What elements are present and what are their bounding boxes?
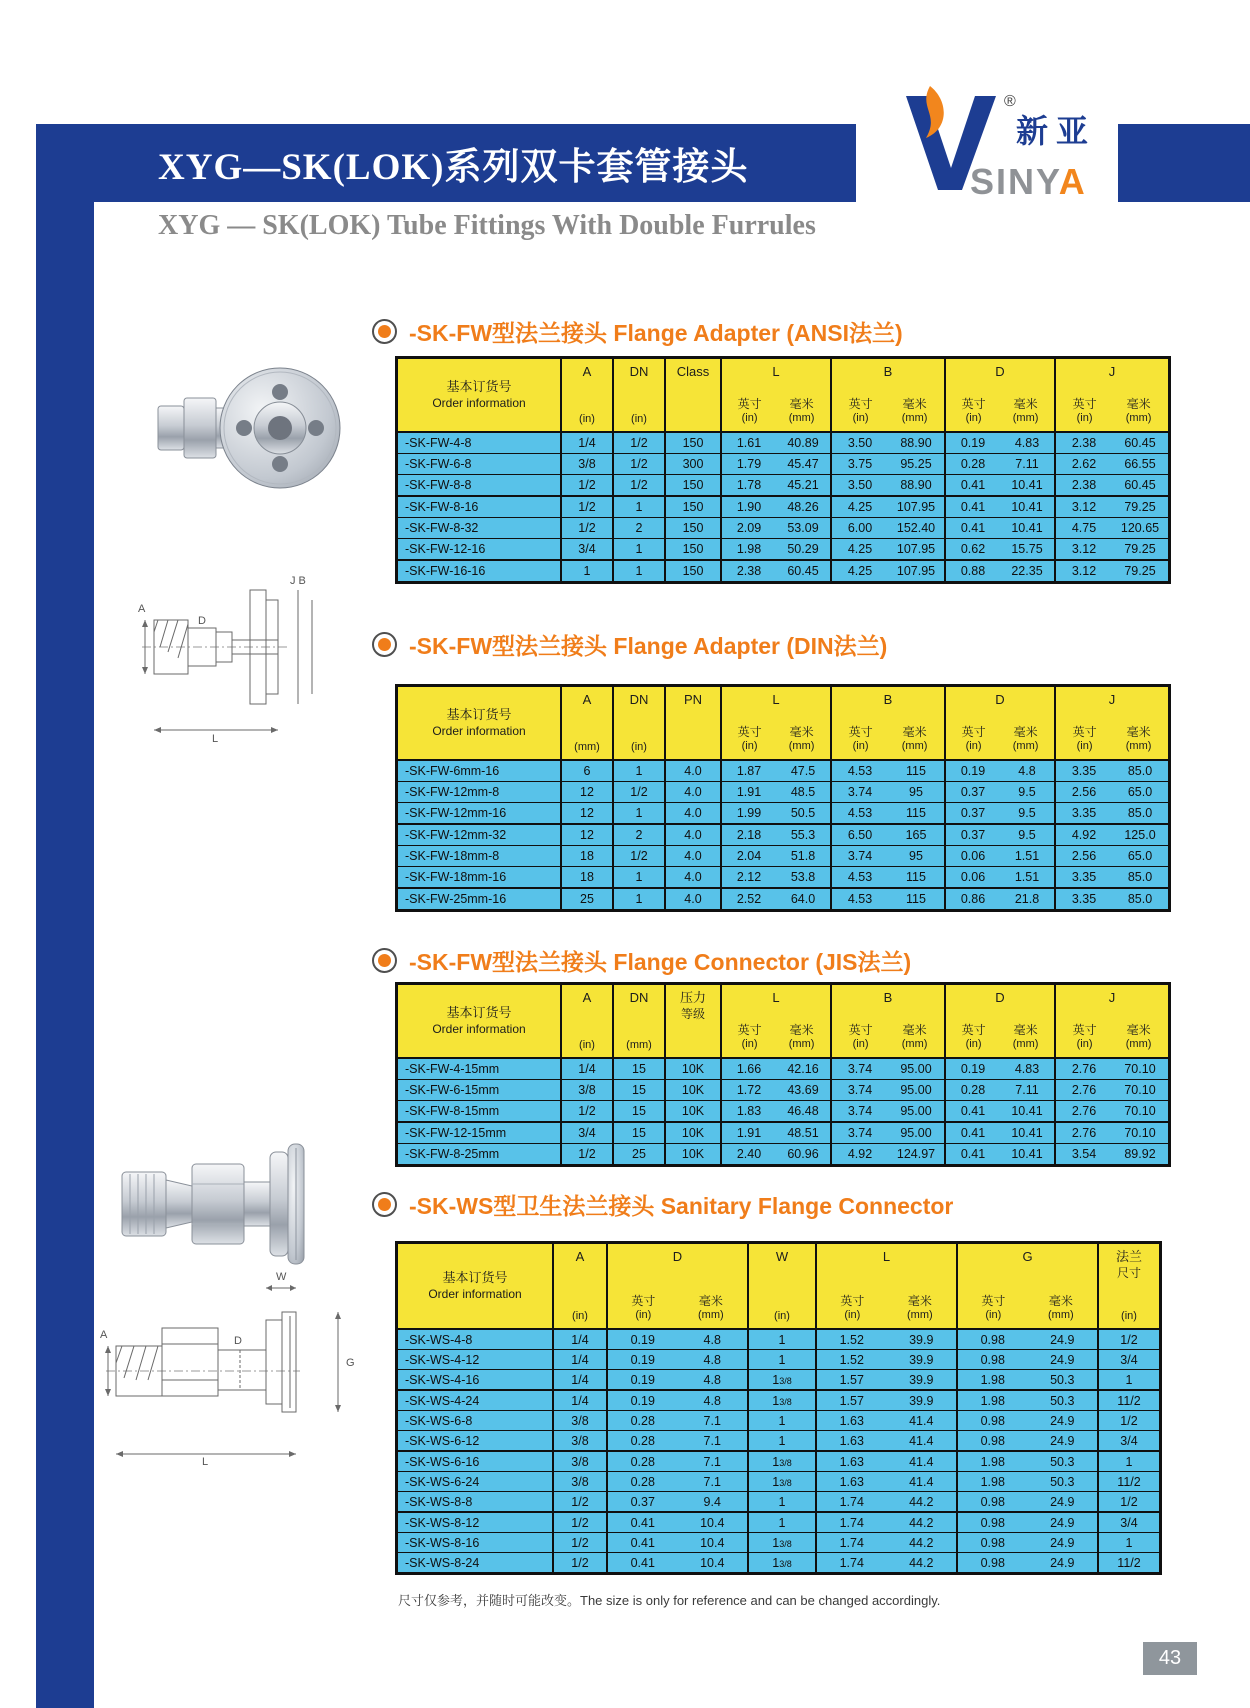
order-number: -SK-FW-6mm-16 <box>397 760 562 782</box>
section-title-text: -SK-FW型法兰接头 Flange Connector (JIS法兰) <box>409 949 912 975</box>
table-row: -SK-FW-18mm-16 18 1 4.0 2.12 53.8 4.53 115 0.06 1.51 3.35 85.0 <box>397 867 1170 889</box>
table-row: -SK-FW-8-8 1/2 1/2 150 1.78 45.21 3.50 88.90 0.41 10.41 2.38 60.45 <box>397 475 1170 497</box>
table-row: -SK-WS-6-12 3/8 0.28 7.1 1 1.63 41.4 0.98 24.9 3/4 <box>397 1431 1161 1452</box>
dim-label-l: L <box>202 1456 209 1466</box>
column-header: J 英寸 (in) 毫米 (mm) <box>1055 984 1170 1059</box>
order-number: -SK-FW-4-15mm <box>397 1058 562 1080</box>
column-header: PN <box>665 686 721 761</box>
order-number: -SK-FW-8-8 <box>397 475 562 497</box>
column-header: D 英寸 (in) 毫米 (mm) <box>945 984 1055 1059</box>
page-title: XYG—SK(LOK)系列双卡套管接头 <box>158 147 749 188</box>
table-row: -SK-FW-12mm-32 12 2 4.0 2.18 55.3 6.50 165 0.37 9.5 4.92 125.0 <box>397 824 1170 846</box>
order-number: -SK-WS-4-12 <box>397 1350 554 1370</box>
order-number: -SK-WS-6-16 <box>397 1451 554 1472</box>
column-header: A (in) <box>561 984 613 1059</box>
order-number: -SK-WS-4-8 <box>397 1329 554 1350</box>
dim-label-d: D <box>234 1335 242 1347</box>
table-row: -SK-FW-6-15mm 3/8 15 10K 1.72 43.69 3.74 95.00 0.28 7.11 2.76 70.10 <box>397 1080 1170 1101</box>
section-title-jis <box>372 944 911 977</box>
table-row: -SK-FW-8-16 1/2 1 150 1.90 48.26 4.25 107.95 0.41 10.41 3.12 79.25 <box>397 496 1170 518</box>
table-row: -SK-WS-8-24 1/2 0.41 10.4 13/8 1.74 44.2 0.98 24.9 11/2 <box>397 1553 1161 1574</box>
column-header: G 英寸 (in) 毫米 (mm) <box>957 1243 1098 1330</box>
order-number: -SK-FW-25mm-16 <box>397 888 562 911</box>
table-row: -SK-FW-16-16 1 1 150 2.38 60.45 4.25 107.95 0.88 22.35 3.12 79.25 <box>397 560 1170 583</box>
column-header: J 英寸 (in) 毫米 (mm) <box>1055 686 1170 761</box>
registered-mark: ® <box>1004 93 1016 110</box>
column-header: 压力 等级 <box>665 984 721 1059</box>
column-header: L 英寸 (in) 毫米 (mm) <box>816 1243 957 1330</box>
table-row: -SK-FW-12-15mm 3/4 15 10K 1.91 48.51 3.74 95.00 0.41 10.41 2.76 70.10 <box>397 1122 1170 1144</box>
table-row: -SK-WS-6-24 3/8 0.28 7.1 13/8 1.63 41.4 1.98 50.3 11/2 <box>397 1472 1161 1492</box>
order-number: -SK-WS-8-16 <box>397 1533 554 1553</box>
table-row: -SK-FW-4-15mm 1/4 15 10K 1.66 42.16 3.74 95.00 0.19 4.83 2.76 70.10 <box>397 1058 1170 1080</box>
order-number: -SK-WS-8-12 <box>397 1512 554 1533</box>
order-number: -SK-FW-12-15mm <box>397 1122 562 1144</box>
technical-drawing-flange-adapter <box>138 552 360 749</box>
column-header: W (in) <box>748 1243 816 1330</box>
dim-label-l: L <box>212 733 219 744</box>
column-header: 基本订货号 Order information <box>397 984 562 1059</box>
table-row: -SK-WS-8-16 1/2 0.41 10.4 13/8 1.74 44.2 0.98 24.9 1 <box>397 1533 1161 1553</box>
column-header: A (in) <box>553 1243 607 1330</box>
bullet-icon <box>372 319 397 344</box>
order-number: -SK-FW-12mm-16 <box>397 803 562 825</box>
order-number: -SK-WS-6-12 <box>397 1431 554 1452</box>
table-row: -SK-FW-8-25mm 1/2 25 10K 2.40 60.96 4.92 124.97 0.41 10.41 3.54 89.92 <box>397 1144 1170 1166</box>
table-row: -SK-FW-8-15mm 1/2 15 10K 1.83 46.48 3.74 95.00 0.41 10.41 2.76 70.10 <box>397 1101 1170 1123</box>
bullet-icon <box>372 948 397 973</box>
brand-en: SINYA <box>970 161 1087 202</box>
column-header: D 英寸 (in) 毫米 (mm) <box>607 1243 748 1330</box>
order-number: -SK-FW-12mm-8 <box>397 782 562 803</box>
column-header: B 英寸 (in) 毫米 (mm) <box>831 984 945 1059</box>
table-row: -SK-FW-6mm-16 6 1 4.0 1.87 47.5 4.53 115 0.19 4.8 3.35 85.0 <box>397 760 1170 782</box>
table-row: -SK-FW-8-32 1/2 2 150 2.09 53.09 6.00 152.40 0.41 10.41 4.75 120.65 <box>397 518 1170 539</box>
column-header: 基本订货号 Order information <box>397 1243 554 1330</box>
technical-drawing-sanitary-connector <box>100 1268 368 1471</box>
page-number: 43 <box>1143 1642 1197 1675</box>
footer-note: 尺寸仅参考，并随时可能改变。The size is only for reference and can be changed accordingly. <box>398 1593 941 1608</box>
order-number: -SK-FW-18mm-8 <box>397 846 562 867</box>
table-row: -SK-WS-4-24 1/4 0.19 4.8 13/8 1.57 39.9 1.98 50.3 11/2 <box>397 1390 1161 1411</box>
column-header: DN (mm) <box>613 984 665 1059</box>
section-title-text: -SK-WS型卫生法兰接头 Sanitary Flange Connector <box>409 1193 954 1219</box>
dim-label-g: G <box>346 1357 355 1369</box>
product-photo-flange-adapter <box>148 342 348 519</box>
table-row: -SK-FW-6-8 3/8 1/2 300 1.79 45.47 3.75 95.25 0.28 7.11 2.62 66.55 <box>397 454 1170 475</box>
column-header: D 英寸 (in) 毫米 (mm) <box>945 686 1055 761</box>
order-number: -SK-WS-6-8 <box>397 1411 554 1431</box>
dim-label-a: A <box>138 603 146 615</box>
column-header: DN (in) <box>613 686 665 761</box>
table-flange-adapter-din <box>395 684 1171 912</box>
column-header: L 英寸 (in) 毫米 (mm) <box>721 358 831 433</box>
table-row: -SK-WS-8-12 1/2 0.41 10.4 1 1.74 44.2 0.98 24.9 3/4 <box>397 1512 1161 1533</box>
column-header: L 英寸 (in) 毫米 (mm) <box>721 686 831 761</box>
bullet-icon <box>372 1192 397 1217</box>
header-banner <box>94 124 856 202</box>
order-number: -SK-WS-4-24 <box>397 1390 554 1411</box>
order-number: -SK-WS-8-24 <box>397 1553 554 1574</box>
table-row: -SK-WS-6-8 3/8 0.28 7.1 1 1.63 41.4 0.98 24.9 1/2 <box>397 1411 1161 1431</box>
dim-label-d: D <box>198 615 206 627</box>
table-row: -SK-WS-8-8 1/2 0.37 9.4 1 1.74 44.2 0.98 24.9 1/2 <box>397 1492 1161 1513</box>
order-number: -SK-FW-12-16 <box>397 539 562 561</box>
table-row: -SK-WS-4-16 1/4 0.19 4.8 13/8 1.57 39.9 1.98 50.3 1 <box>397 1370 1161 1391</box>
bullet-icon <box>372 632 397 657</box>
dim-label-a: A <box>100 1329 108 1341</box>
column-header: A (in) <box>561 358 613 433</box>
section-title-ansi <box>372 315 903 348</box>
column-header: 法兰 尺寸 (in) <box>1098 1243 1161 1330</box>
column-header: B 英寸 (in) 毫米 (mm) <box>831 358 945 433</box>
column-header: J 英寸 (in) 毫米 (mm) <box>1055 358 1170 433</box>
order-number: -SK-FW-4-8 <box>397 432 562 454</box>
order-number: -SK-FW-18mm-16 <box>397 867 562 889</box>
table-row: -SK-FW-25mm-16 25 1 4.0 2.52 64.0 4.53 115 0.86 21.8 3.35 85.0 <box>397 888 1170 911</box>
dim-label-w: W <box>276 1271 287 1283</box>
table-row: -SK-FW-4-8 1/4 1/2 150 1.61 40.89 3.50 88.90 0.19 4.83 2.38 60.45 <box>397 432 1170 454</box>
order-number: -SK-FW-12mm-32 <box>397 824 562 846</box>
order-number: -SK-FW-8-15mm <box>397 1101 562 1123</box>
table-row: -SK-FW-12-16 3/4 1 150 1.98 50.29 4.25 107.95 0.62 15.75 3.12 79.25 <box>397 539 1170 561</box>
header-banner-right <box>1118 124 1250 202</box>
column-header: B 英寸 (in) 毫米 (mm) <box>831 686 945 761</box>
dim-label-jb: J B <box>290 575 306 587</box>
order-number: -SK-FW-8-25mm <box>397 1144 562 1166</box>
order-number: -SK-FW-8-16 <box>397 496 562 518</box>
section-title-text: -SK-FW型法兰接头 Flange Adapter (ANSI法兰) <box>409 320 903 346</box>
table-row: -SK-WS-4-12 1/4 0.19 4.8 1 1.52 39.9 0.98 24.9 3/4 <box>397 1350 1161 1370</box>
table-row: -SK-WS-6-16 3/8 0.28 7.1 13/8 1.63 41.4 1.98 50.3 1 <box>397 1451 1161 1472</box>
column-header: A (mm) <box>561 686 613 761</box>
brand-cn: 新亚 <box>1016 113 1097 149</box>
column-header: 基本订货号 Order information <box>397 358 562 433</box>
table-row: -SK-FW-18mm-8 18 1/2 4.0 2.04 51.8 3.74 95 0.06 1.51 2.56 65.0 <box>397 846 1170 867</box>
brand-logo <box>878 86 1128 204</box>
order-number: -SK-FW-16-16 <box>397 560 562 583</box>
order-number: -SK-FW-6-8 <box>397 454 562 475</box>
section-title-text: -SK-FW型法兰接头 Flange Adapter (DIN法兰) <box>409 633 888 659</box>
column-header: Class <box>665 358 721 433</box>
table-flange-adapter-ansi <box>395 356 1171 584</box>
column-header: D 英寸 (in) 毫米 (mm) <box>945 358 1055 433</box>
order-number: -SK-WS-8-8 <box>397 1492 554 1513</box>
section-title-sanitary <box>372 1188 953 1221</box>
order-number: -SK-WS-6-24 <box>397 1472 554 1492</box>
left-margin-stripe <box>36 124 94 1708</box>
table-row: -SK-FW-12mm-8 12 1/2 4.0 1.91 48.5 3.74 95 0.37 9.5 2.56 65.0 <box>397 782 1170 803</box>
section-title-din <box>372 628 887 661</box>
table-row: -SK-FW-12mm-16 12 1 4.0 1.99 50.5 4.53 115 0.37 9.5 3.35 85.0 <box>397 803 1170 825</box>
page-subtitle: XYG — SK(LOK) Tube Fittings With Double Furrules <box>158 210 816 241</box>
table-row: -SK-WS-4-8 1/4 0.19 4.8 1 1.52 39.9 0.98 24.9 1/2 <box>397 1329 1161 1350</box>
sinya-logo-icon <box>878 86 1128 204</box>
order-number: -SK-WS-4-16 <box>397 1370 554 1391</box>
column-header: 基本订货号 Order information <box>397 686 562 761</box>
order-number: -SK-FW-8-32 <box>397 518 562 539</box>
order-number: -SK-FW-6-15mm <box>397 1080 562 1101</box>
column-header: L 英寸 (in) 毫米 (mm) <box>721 984 831 1059</box>
column-header: DN (in) <box>613 358 665 433</box>
table-sanitary-flange-connector <box>395 1241 1162 1575</box>
table-flange-connector-jis <box>395 982 1171 1167</box>
